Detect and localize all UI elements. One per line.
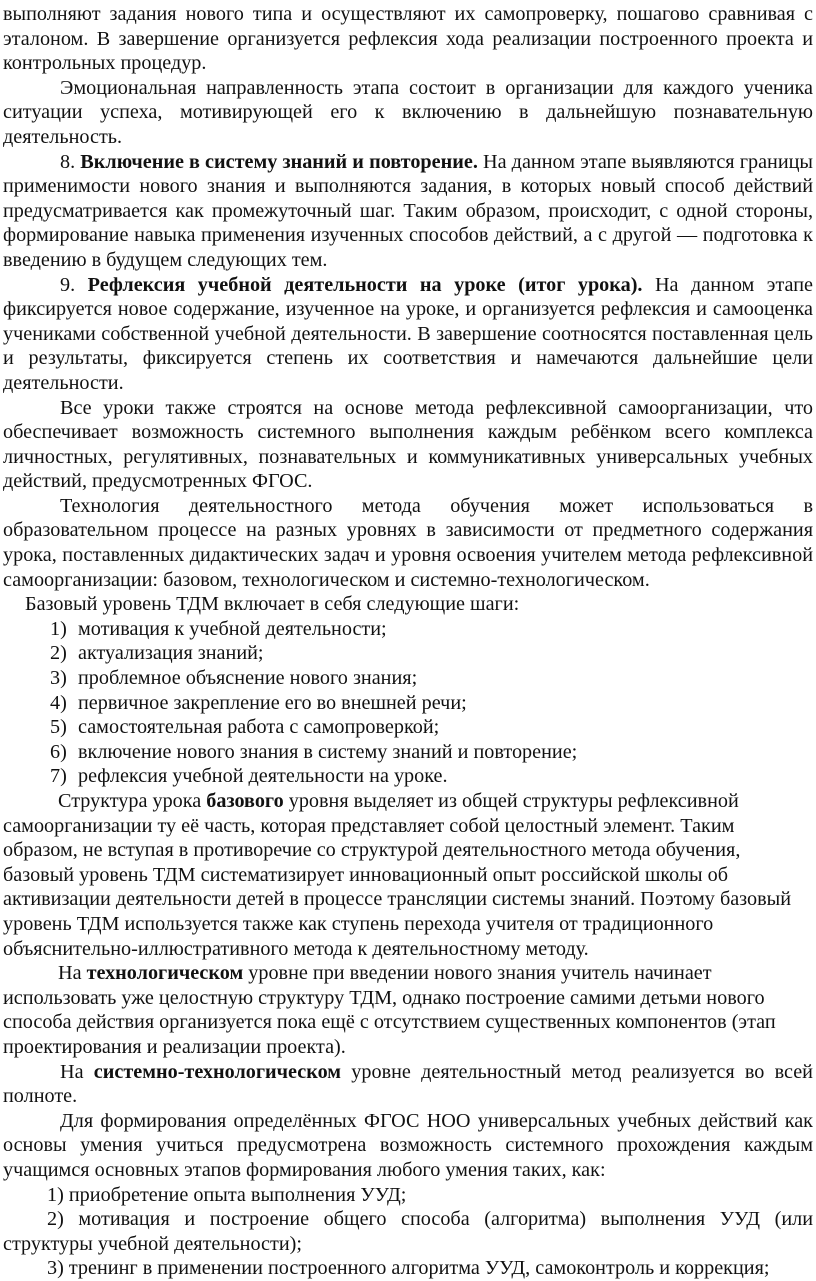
list-item [50, 617, 813, 642]
basic-level-steps [3, 617, 813, 789]
paragraph-uud-formation: Для формирования определённых ФГОС НОО универсальных учебных действий как основы умения учиться предусмотрена возможность системного прохождения каждым учащимся основных этапов формирования любого умения таких, как: [3, 1109, 813, 1181]
stage-title: Рефлексия учебной деятельности на уроке (итог урока). [87, 273, 643, 296]
paragraph-lead: На [60, 1060, 94, 1083]
list-item-number: 6) [50, 740, 67, 763]
paragraph-lead: Структура урока [58, 790, 207, 812]
paragraph-emotional-focus: Эмоциональная направленность этапа состоит в организации для каждого ученика ситуации успеха, мотивирующей его к включению в дальнейшую познавательную деятельность. [3, 76, 813, 148]
paragraph-basic-level [3, 789, 813, 961]
stage-number: 8. [60, 150, 76, 173]
level-term: базового [206, 790, 284, 812]
paragraph-technological-level [3, 961, 813, 1059]
level-term: системно-технологическом [93, 1060, 342, 1083]
list-item-text: включение нового знания в систему знаний и повторение; [78, 740, 578, 763]
paragraph-stage7-end: выполняют задания нового типа и осуществляют их самопроверку, пошагово сравнивая с эталоном. В завершение организуется рефлексия хода реализации построенного проекта и контрольных процедур. [3, 3, 813, 75]
list-item-text: рефлексия учебной деятельности на уроке. [78, 765, 448, 788]
paragraph-stage-9 [3, 273, 813, 396]
list-item-number: 2) [50, 642, 67, 665]
paragraph-system-technological-level [3, 1060, 813, 1109]
uud-stage-3: 3) тренинг в применении построенного алгоритма УУД, самоконтроль и коррекция; [47, 1257, 770, 1280]
list-item-number: 4) [50, 691, 67, 714]
stage-text: На данном этапе фиксируется новое содержание, изученное на уроке, и организуется рефлексия и самооценка учениками собственной учебной деятельности. В завершение соотносятся поставленная цель и результаты, фиксируется степень их соответствия и намечаются дальнейшие цели деятельности. [3, 273, 814, 394]
list-item [50, 715, 813, 740]
uud-stage-1: 1) приобретение опыта выполнения УУД; [47, 1183, 407, 1206]
level-term: технологическом [86, 962, 244, 985]
list-item-number: 5) [50, 716, 67, 739]
list-item-text: актуализация знаний; [78, 642, 264, 665]
list-item [50, 691, 813, 716]
list-item [50, 666, 813, 691]
paragraph-levels: Технология деятельностного метода обучения может использоваться в образовательном процессе на разных уровнях в зависимости от предметного содержания урока, поставленных дидактических задач и уровня освоения учителем метода рефлексивной самоорганизации: базовом, технологическом и системно-технологическом. [3, 494, 813, 591]
stage-text: На данном этапе выявляются границы применимости нового знания и выполняются задания, в которых новый способ действий предусматривается как промежуточный шаг. Таким образом, происходит, с одной стороны, формирование навыка применения изученных способов действий, а с другой — подготовка к введению в будущем следующих тем. [3, 150, 813, 271]
list-item-text: первичное закрепление его во внешней речи; [78, 691, 467, 714]
document-page [3, 2, 813, 1281]
paragraph-reflexive-method: Все уроки также строятся на основе метода рефлексивной самоорганизации, что обеспечивает возможность системного выполнения каждым ребёнком всего комплекса личностных, регулятивных, познавательных и коммуникативных универсальных учебных действий, предусмотренных ФГОС. [3, 396, 813, 493]
list-intro: Базовый уровень ТДМ включает в себя следующие шаги: [25, 593, 520, 616]
list-item-text: мотивация к учебной деятельности; [78, 617, 387, 640]
paragraph-lead: На [58, 962, 87, 985]
paragraph-stage-8 [3, 150, 813, 273]
paragraph-text: уровне при введении нового знания учитель начинает использовать уже целостную структуру ТДМ, однако построение самими детьми нового способа действия организуется пока ещё с отсутствием существенных компонентов (этап проектирования и реализации проекта). [3, 962, 776, 1058]
list-item-text: самостоятельная работа с самопроверкой; [78, 716, 440, 739]
list-item-number: 1) [50, 617, 67, 640]
list-item [50, 641, 813, 666]
stage-title: Включение в систему знаний и повторение. [80, 150, 478, 173]
uud-stage-2: 2) мотивация и построение общего способа (алгоритма) выполнения УУД (или структуры учебной деятельности); [3, 1208, 813, 1255]
list-item-text: проблемное объяснение нового знания; [78, 667, 418, 690]
stage-number: 9. [60, 273, 76, 296]
list-item-number: 7) [50, 765, 67, 788]
list-item [50, 764, 813, 789]
list-item-number: 3) [50, 667, 67, 690]
paragraph-text: уровня выделяет из общей структуры рефлексивной самоорганизации ту её часть, которая представляет собой целостный элемент. Таким образом, не вступая в противоречие со структурой деятельностного метода обучения, базовый уровень ТДМ систематизирует инновационный опыт российской школы об активизации деятельности детей в процессе трансляции системы знаний. Поэтому базовый уровень ТДМ используется также как ступень перехода учителя от традиционного объяснительно-иллюстративного метода к деятельностному методу. [3, 790, 792, 960]
list-item [50, 740, 813, 765]
paragraph-text: уровне деятельностный метод реализуется во всей полноте. [3, 1060, 813, 1108]
